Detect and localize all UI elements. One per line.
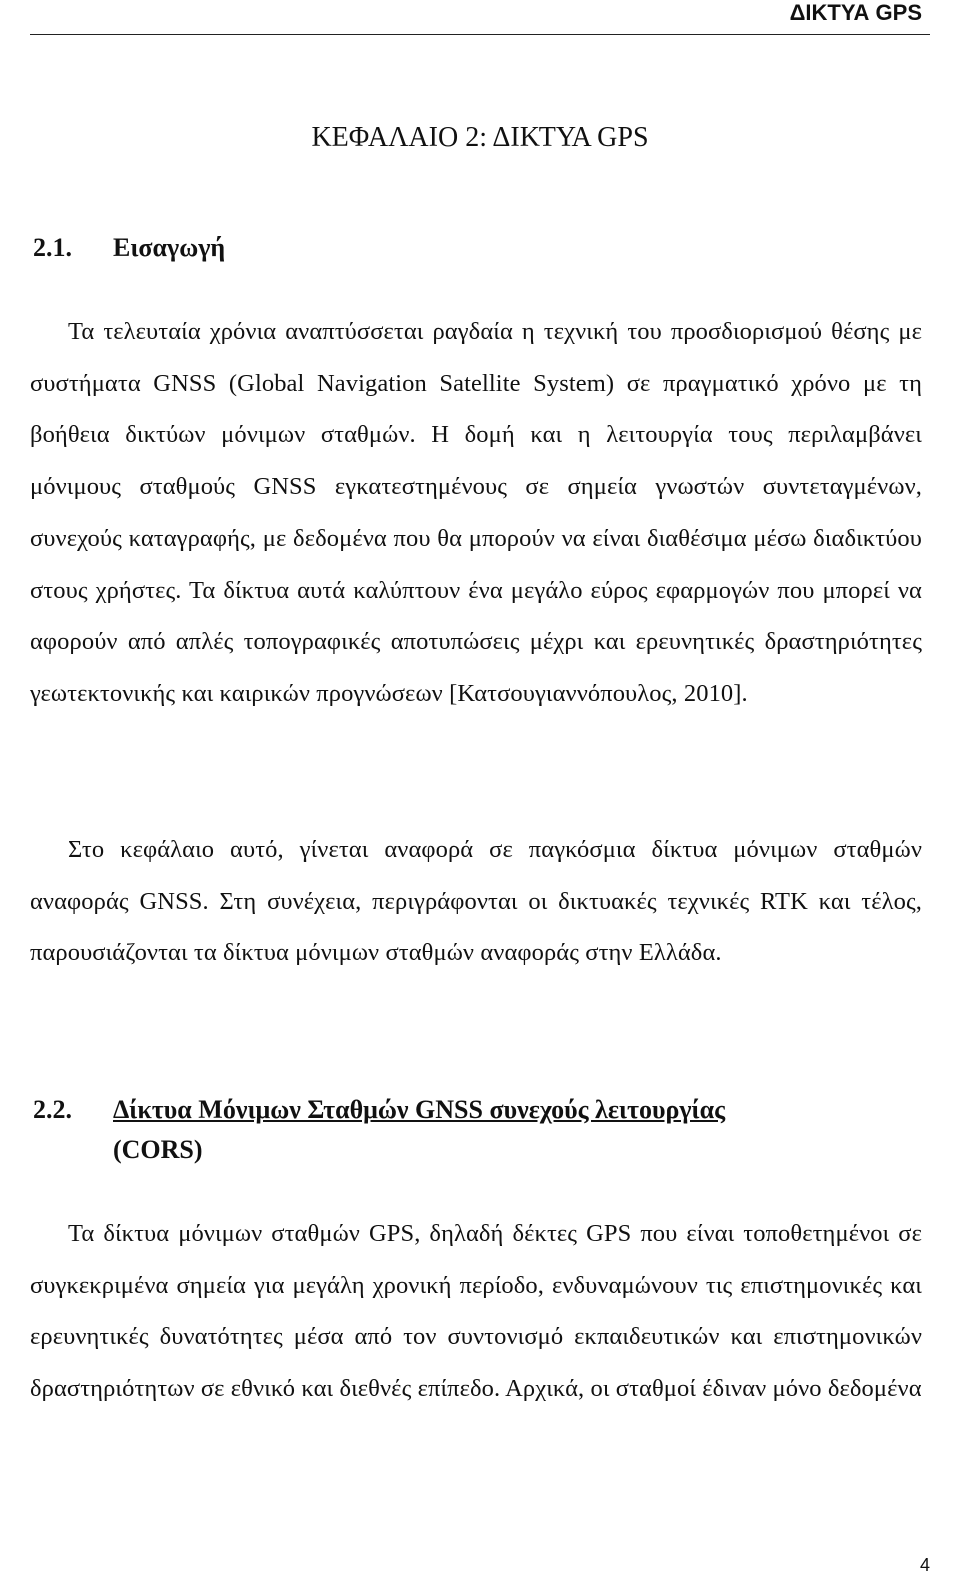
section-title-suffix: (CORS) <box>113 1135 203 1164</box>
header-rule <box>30 34 930 35</box>
section-number: 2.2. <box>33 1095 72 1124</box>
section-heading-introduction <box>33 228 225 268</box>
running-header: ΔΙΚΤΥΑ GPS <box>789 0 922 25</box>
chapter-title: ΚΕΦΑΛΑΙΟ 2: ΔΙΚΤΥΑ GPS <box>311 122 649 153</box>
body-paragraph: Τα τελευταία χρόνια αναπτύσσεται ραγδαία η τεχνική του προσδιορισμού θέσης με συστήματα GNSS (Global Navigation Satellite System) σε πραγματικό χρόνο με τη βοήθεια δικτύων μόνιμων σταθμών. Η δομή και η λειτουργία τους περιλαμβάνει μόνιμους σταθμούς GNSS εγκατεστημένους σε σημεία γνωστών συντεταγμένων, συνεχούς καταγραφής, με δεδομένα που θα μπορούν να είναι διαθέσιμα μέσω διαδικτύου στους χρήστες. Τα δίκτυα αυτά καλύπτουν ένα μεγάλο εύρος εφαρμογών που μπορεί να αφορούν από απλές τοπογραφικές αποτυπώσεις μέχρι και ερευνητικές δραστηριότητες γεωτεκτονικής και καιρικών προγνώσεων [Κατσουγιαννόπουλος, 2010]. <box>30 318 922 707</box>
section-number: 2.1. <box>33 233 72 262</box>
section-title: Εισαγωγή <box>113 233 226 262</box>
body-paragraph: Στο κεφάλαιο αυτό, γίνεται αναφορά σε παγκόσμια δίκτυα μόνιμων σταθμών αναφοράς GNSS. Στη συνέχεια, περιγράφονται οι δικτυακές τεχνικές RTK και τέλος, παρουσιάζονται τα δίκτυα μόνιμων σταθμών αναφοράς στην Ελλάδα. <box>30 836 922 967</box>
section-title: Δίκτυα Μόνιμων Σταθμών GNSS συνεχούς λειτουργίας <box>113 1095 726 1124</box>
section-heading-cors <box>33 1090 913 1170</box>
body-paragraph: Τα δίκτυα μόνιμων σταθμών GPS, δηλαδή δέκτες GPS που είναι τοποθετημένοι σε συγκεκριμένα σημεία για μεγάλη χρονική περίοδο, ενδυναμώνουν τις επιστημονικές και ερευνητικές δυνατότητες μέσα από τον συντονισμό εκπαιδευτικών και επιστημονικών δραστηριότητων σε εθνικό και διεθνές επίπεδο. Αρχικά, οι σταθμοί έδιναν μόνο δεδομένα <box>30 1220 922 1403</box>
page-number: 4 <box>919 1555 930 1575</box>
